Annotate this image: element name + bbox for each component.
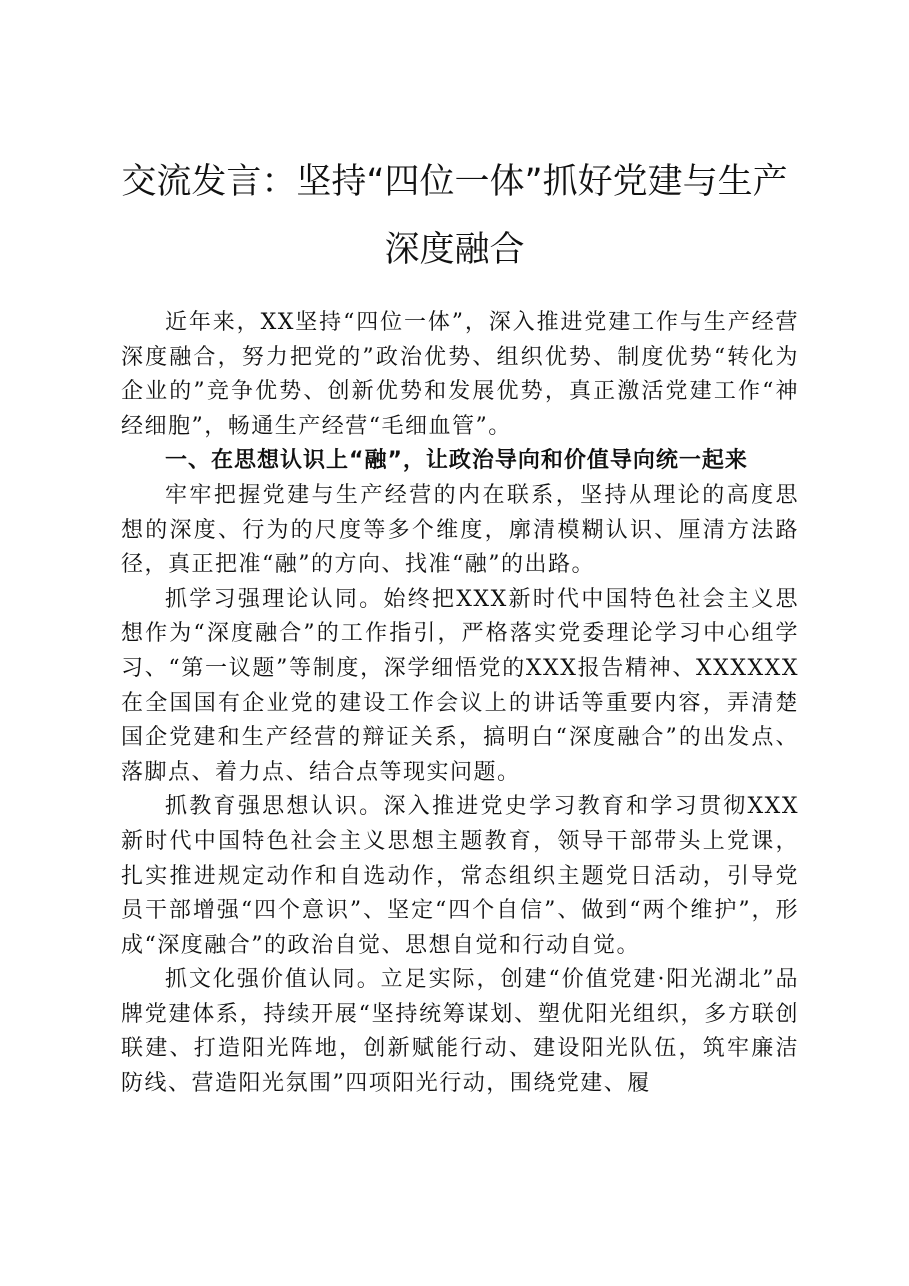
document-title-line-1: 交流发言：坚持“四位一体”抓好党建与生产 bbox=[121, 162, 788, 202]
intro-paragraph: 近年来，XX坚持“四位一体”，深入推进党建工作与生产经营深度融合，努力把党的”政治优势、组织优势、制度优势“转化为企业的”竞争优势、创新优势和发展优势，真正激活党建工作“神经细胞”，畅通生产经营“毛细血管”。 bbox=[121, 310, 799, 439]
document-title-line-2: 深度融合 bbox=[384, 230, 525, 270]
document-body bbox=[121, 306, 799, 1102]
section-heading-1: 一、在思想认识上“融”，让政治导向和价值导向统一起来 bbox=[165, 448, 748, 474]
body-paragraph: 牢牢把握党建与生产经营的内在联系，坚持从理论的高度思想的深度、行为的尺度等多个维度，廓清模糊认识、厘清方法路径，真正把准“融”的方向、找准“融”的出路。 bbox=[121, 482, 799, 578]
body-paragraph: 抓文化强价值认同。立足实际，创建“价值党建·阳光湖北”品牌党建体系，持续开展“坚持统筹谋划、塑优阳光组织，多方联创联建、打造阳光阵地，创新赋能行动、建设阳光队伍，筑牢廉洁防线、营造阳光氛围”四项阳光行动，围绕党建、履 bbox=[121, 967, 799, 1097]
body-paragraph: 抓学习强理论认同。始终把XXX新时代中国特色社会主义思想作为“深度融合”的工作指引，严格落实党委理论学习中心组学习、“第一议题”等制度，深学细悟党的XXX报告精神、XXXXXX在全国国有企业党的建设工作会议上的讲话等重要内容，弄清楚国企党建和生产经营的辩证关系，搞明白“深度融合”的出发点、落脚点、着力点、结合点等现实问题。 bbox=[121, 586, 799, 785]
body-paragraph: 抓教育强思想认识。深入推进党史学习教育和学习贯彻XXX新时代中国特色社会主义思想主题教育，领导干部带头上党课，扎实推进规定动作和自选动作，常态组织主题党日活动，引导党员干部增强“四个意识”、坚定“四个自信”、做到“两个维护”，形成“深度融合”的政治自觉、思想自觉和行动自觉。 bbox=[121, 794, 799, 958]
